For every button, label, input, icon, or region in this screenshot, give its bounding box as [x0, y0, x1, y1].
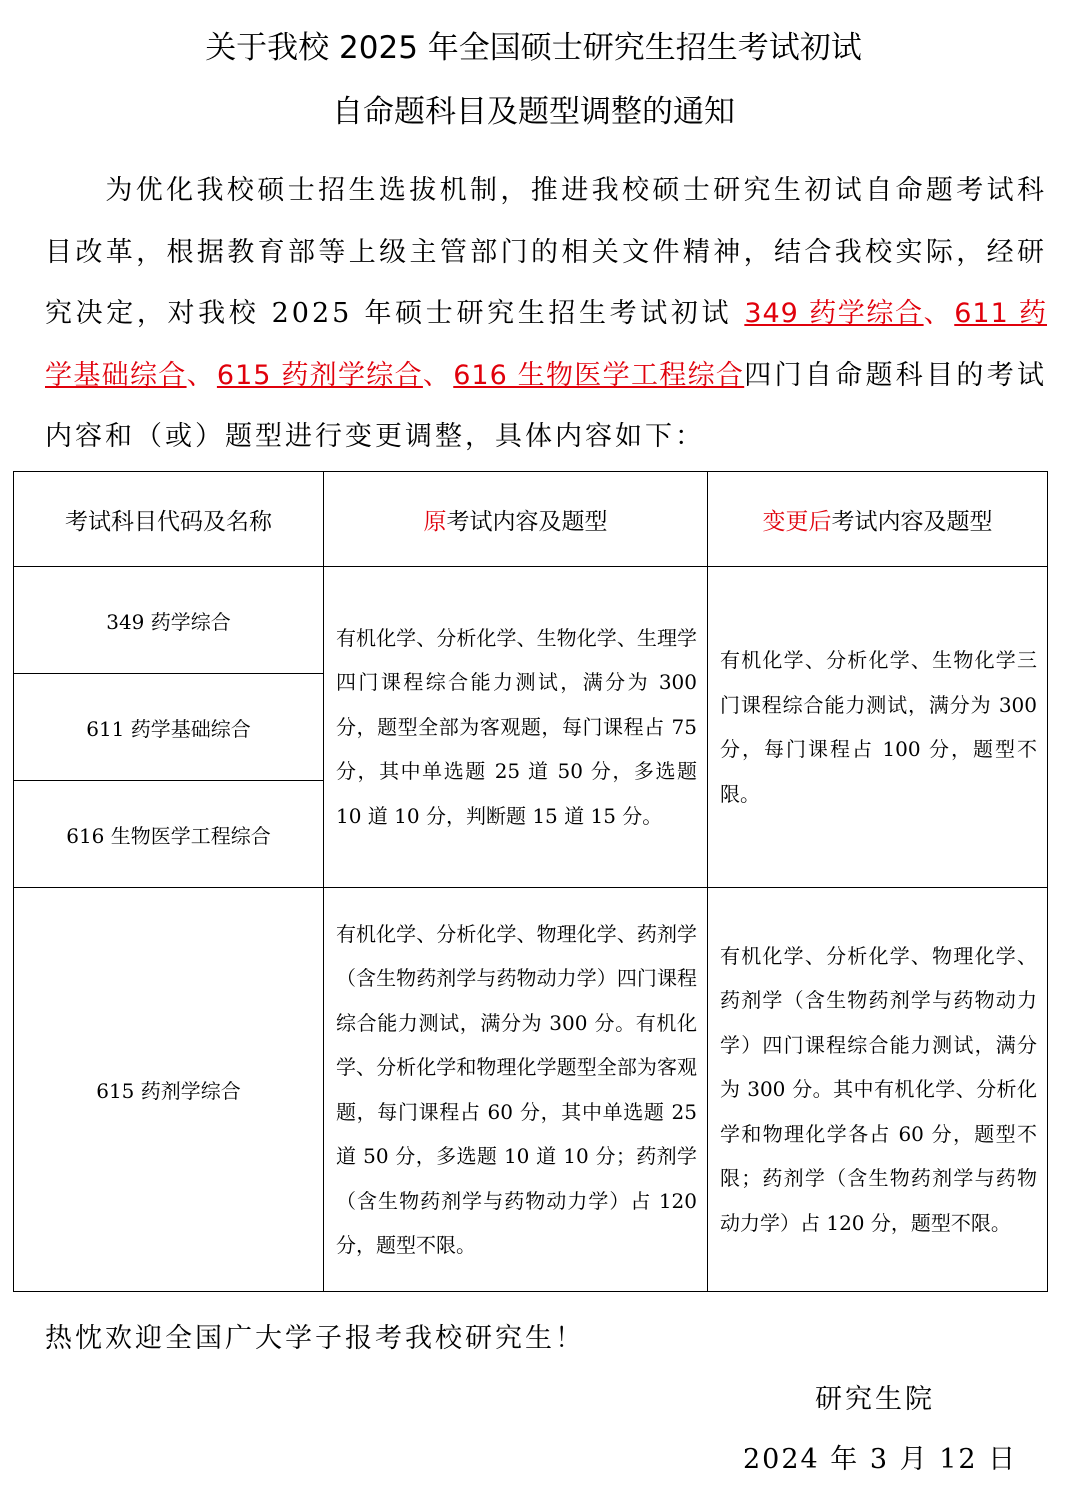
- header-subject: 考试科目代码及名称: [14, 472, 324, 567]
- table-row: [14, 888, 1048, 1292]
- subject-cell-616: 616 生物医学工程综合: [14, 781, 324, 888]
- separator: 、: [186, 359, 217, 391]
- subject-cell-611: 611 药学基础综合: [14, 674, 324, 781]
- original-content-group1: 有机化学、分析化学、生物化学、生理学四门课程综合能力测试，满分为 300 分，题型全部为客观题，每门课程占 75 分，其中单选题 25 道 50 分，多选题 10 道 10 分，判断题 15 道 15 分。: [324, 567, 708, 888]
- changed-content-group1: 有机化学、分析化学、生物化学三门课程综合能力测试，满分为 300 分，每门课程占 100 分，题型不限。: [708, 567, 1048, 888]
- header-original-rest: 考试内容及题型: [446, 508, 608, 535]
- notice-title-line2: 自命题科目及题型调整的通知: [332, 94, 735, 130]
- subject-349-highlight: 349 药学综合: [744, 298, 924, 329]
- separator: 、: [422, 359, 454, 391]
- header-original-red: 原: [423, 508, 447, 535]
- closing-text: 热忱欢迎全国广大学子报考我校研究生！: [45, 1323, 585, 1354]
- changed-content-615: 有机化学、分析化学、物理化学、药剂学（含生物药剂学与药物动力学）四门课程综合能力测试，满分为 300 分。其中有机化学、分析化学和物理化学各占 60 分，题型不限；药剂学（含生物药剂学与药物动力学）占 120 分，题型不限。: [708, 888, 1048, 1292]
- header-changed: [708, 472, 1048, 567]
- header-changed-red: 变更后: [762, 508, 832, 535]
- signature: 研究生院: [815, 1384, 935, 1415]
- original-content-615: 有机化学、分析化学、物理化学、药剂学（含生物药剂学与药物动力学）四门课程综合能力测试，满分为 300 分。有机化学、分析化学和物理化学题型全部为客观题，每门课程占 60 分，其中单选题 25 道 50 分，多选题 10 道 10 分；药剂学（含生物药剂学与药物动力学）占 120 分，题型不限。: [324, 888, 708, 1292]
- subject-cell-349: 349 药学综合: [14, 567, 324, 674]
- subject-615-highlight: 615 药剂学综合: [216, 359, 423, 391]
- table-row: [14, 567, 1048, 674]
- intro-text-before: 为优化我校硕士招生选拔机制，推进我校硕士研究生初试自命题考试科目改革，根据教育部等上级主管部门的相关文件精神，结合我校实际，经研究决定，对我校 2025 年硕士研究生招生考试初试: [45, 175, 1047, 329]
- exam-changes-table: [13, 471, 1048, 1292]
- separator: 、: [923, 298, 955, 329]
- subject-cell-615: 615 药剂学综合: [14, 888, 324, 1292]
- header-changed-rest: 考试内容及题型: [831, 508, 993, 535]
- header-original: [324, 472, 708, 567]
- intro-paragraph: [45, 160, 1047, 468]
- date: 2024 年 3 月 12 日: [743, 1444, 1018, 1475]
- notice-title-line1: 关于我校 2025 年全国硕士研究生招生考试初试: [205, 30, 862, 66]
- subject-611-highlight: 611 药学基础综合: [45, 298, 1047, 391]
- table-header-row: [14, 472, 1048, 567]
- subject-616-highlight: 616 生物医学工程综合: [453, 359, 745, 391]
- intro-text-after: 四门自命题科目的考试内容和（或）题型进行变更调整，具体内容如下：: [45, 359, 1048, 452]
